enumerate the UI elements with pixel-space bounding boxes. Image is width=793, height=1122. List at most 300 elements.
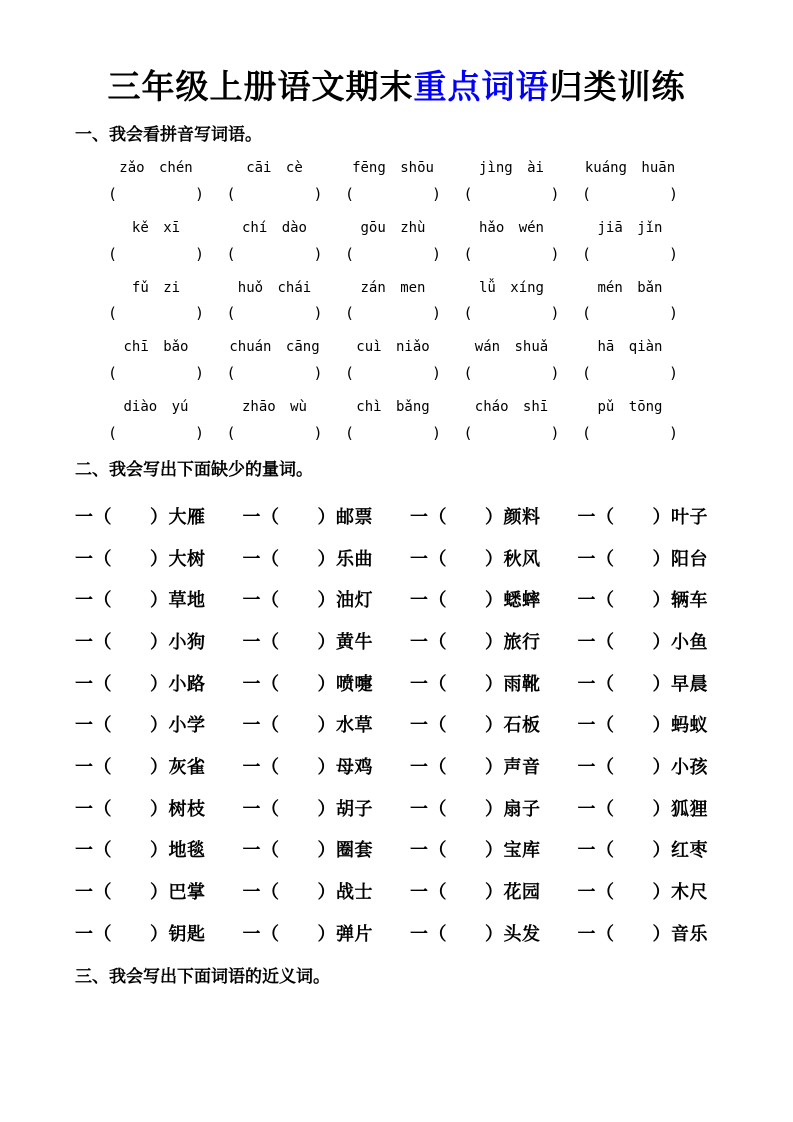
pinyin-item — [108, 160, 204, 203]
measure-suffix: ） — [652, 840, 671, 861]
open-paren: ( — [463, 424, 473, 443]
measure-suffix: ） — [485, 548, 504, 569]
pinyin-text: jìng ài — [478, 160, 544, 177]
measure-prefix: 一（ — [577, 715, 615, 736]
pinyin-text: chí dào — [241, 219, 307, 236]
pinyin-item — [345, 220, 441, 263]
measure-word-item — [578, 670, 746, 696]
measure-noun: 小学 — [168, 715, 206, 736]
pinyin-text: zán men — [360, 279, 426, 296]
pinyin-row — [108, 399, 678, 442]
measure-word-item — [243, 836, 411, 862]
pinyin-row — [108, 280, 678, 323]
measure-word-item — [243, 503, 411, 529]
measure-noun: 圈套 — [336, 840, 373, 861]
answer-blank-parens — [108, 304, 204, 322]
open-paren: ( — [582, 424, 592, 443]
open-paren: ( — [582, 244, 592, 263]
measure-noun: 宝库 — [503, 840, 541, 861]
measure-word-item — [243, 878, 411, 904]
measure-suffix: ） — [317, 757, 336, 778]
close-paren: ) — [550, 304, 560, 323]
measure-suffix: ） — [150, 590, 169, 611]
measure-suffix: ） — [652, 632, 671, 653]
measure-noun: 旅行 — [503, 632, 541, 653]
close-paren: ) — [431, 184, 441, 203]
answer-blank-parens — [582, 185, 678, 203]
measure-prefix: 一（ — [75, 757, 112, 778]
pinyin-item — [227, 339, 323, 382]
measure-word-item — [410, 545, 578, 571]
pinyin-row — [108, 220, 678, 263]
answer-blank-parens — [464, 304, 560, 322]
measure-word-item — [75, 586, 243, 612]
title-highlight: 重点词语 — [413, 68, 550, 105]
pinyin-item — [108, 399, 204, 442]
pinyin-item — [345, 160, 441, 203]
close-paren: ) — [550, 184, 560, 203]
measure-word-item — [243, 670, 411, 696]
measure-noun: 战士 — [336, 882, 373, 903]
pinyin-text: jiā jǐn — [597, 219, 663, 236]
measure-prefix: 一（ — [410, 548, 447, 569]
pinyin-text: zhāo wù — [241, 399, 307, 416]
measure-suffix: ） — [317, 673, 336, 694]
measure-suffix: ） — [485, 590, 504, 611]
measure-word-item — [75, 670, 243, 696]
measure-noun: 声音 — [503, 757, 541, 778]
open-paren: ( — [108, 304, 118, 323]
measure-suffix: ） — [317, 923, 336, 944]
measure-word-item — [578, 878, 746, 904]
title-suffix: 归类训练 — [549, 68, 686, 105]
measure-prefix: 一（ — [242, 548, 280, 569]
close-paren: ) — [668, 244, 678, 263]
answer-blank-parens — [345, 364, 441, 382]
measure-word-item — [578, 711, 746, 737]
measure-noun: 狐狸 — [671, 798, 708, 819]
close-paren: ) — [194, 244, 204, 263]
measure-prefix: 一（ — [242, 882, 280, 903]
section-3-heading: 三、我会写出下面词语的近义词。 — [75, 966, 330, 986]
close-paren: ) — [431, 244, 441, 263]
open-paren: ( — [463, 244, 473, 263]
measure-suffix: ） — [652, 757, 671, 778]
measure-noun: 小鱼 — [671, 632, 708, 653]
close-paren: ) — [194, 424, 204, 443]
measure-suffix: ） — [652, 590, 671, 611]
measure-prefix: 一（ — [577, 632, 615, 653]
pinyin-item — [582, 399, 678, 442]
measure-suffix: ） — [652, 715, 671, 736]
measure-prefix: 一（ — [577, 590, 615, 611]
measure-noun: 母鸡 — [336, 757, 373, 778]
close-paren: ) — [313, 244, 323, 263]
measure-word-item — [75, 503, 243, 529]
pinyin-text: fǔ zi — [131, 279, 181, 296]
measure-prefix: 一（ — [75, 632, 112, 653]
pinyin-text: hǎo wén — [478, 219, 544, 236]
measure-suffix: ） — [652, 673, 671, 694]
pinyin-item — [108, 220, 204, 263]
measure-noun: 钥匙 — [168, 923, 206, 944]
pinyin-item — [464, 339, 560, 382]
pinyin-text: chì bǎng — [356, 399, 430, 416]
measure-noun: 邮票 — [336, 506, 373, 527]
measure-prefix: 一（ — [242, 840, 280, 861]
pinyin-text: kuáng huān — [584, 160, 676, 177]
open-paren: ( — [582, 364, 592, 383]
close-paren: ) — [313, 184, 323, 203]
measure-noun: 木尺 — [671, 882, 708, 903]
measure-word-item — [410, 795, 578, 821]
measure-word-item — [243, 795, 411, 821]
measure-prefix: 一（ — [75, 673, 112, 694]
pinyin-text: cāi cè — [246, 160, 303, 177]
measure-suffix: ） — [485, 882, 504, 903]
measure-suffix: ） — [485, 757, 504, 778]
close-paren: ) — [550, 364, 560, 383]
measure-prefix: 一（ — [75, 840, 112, 861]
worksheet-content — [0, 124, 793, 988]
measure-word-item — [75, 753, 243, 779]
measure-suffix: ） — [150, 673, 169, 694]
open-paren: ( — [345, 304, 355, 323]
measure-suffix: ） — [150, 798, 169, 819]
answer-blank-parens — [345, 185, 441, 203]
pinyin-item — [227, 220, 323, 263]
pinyin-exercise — [108, 160, 678, 442]
answer-blank-parens — [108, 245, 204, 263]
open-paren: ( — [226, 424, 236, 443]
pinyin-text: mén bǎn — [597, 279, 663, 296]
close-paren: ) — [431, 304, 441, 323]
measure-word-item — [75, 836, 243, 862]
measure-noun: 水草 — [336, 715, 373, 736]
measure-noun: 颜料 — [503, 506, 541, 527]
pinyin-item — [345, 399, 441, 442]
measure-noun: 喷嚏 — [336, 673, 373, 694]
measure-word-item — [410, 670, 578, 696]
measure-noun: 早晨 — [671, 673, 708, 694]
answer-blank-parens — [464, 245, 560, 263]
measure-prefix: 一（ — [410, 632, 447, 653]
pinyin-text: pǔ tōng — [597, 399, 663, 416]
measure-prefix: 一（ — [242, 757, 280, 778]
close-paren: ) — [668, 304, 678, 323]
measure-suffix: ） — [317, 590, 336, 611]
measure-prefix: 一（ — [75, 923, 112, 944]
measure-prefix: 一（ — [577, 673, 615, 694]
measure-suffix: ） — [652, 923, 671, 944]
measure-noun: 花园 — [503, 882, 541, 903]
measure-word-item — [578, 586, 746, 612]
answer-blank-parens — [464, 364, 560, 382]
answer-blank-parens — [345, 245, 441, 263]
measure-noun: 油灯 — [336, 590, 373, 611]
measure-noun: 胡子 — [336, 798, 373, 819]
open-paren: ( — [226, 364, 236, 383]
pinyin-item — [227, 160, 323, 203]
measure-prefix: 一（ — [410, 923, 447, 944]
close-paren: ) — [194, 184, 204, 203]
measure-noun: 小路 — [168, 673, 206, 694]
measure-noun: 树枝 — [168, 798, 206, 819]
page-title — [0, 68, 793, 106]
open-paren: ( — [345, 424, 355, 443]
measure-suffix: ） — [317, 882, 336, 903]
measure-word-item — [410, 878, 578, 904]
answer-blank-parens — [108, 185, 204, 203]
pinyin-text: hā qiàn — [597, 339, 663, 356]
measure-word-item — [578, 545, 746, 571]
measure-noun: 灰雀 — [168, 757, 206, 778]
close-paren: ) — [313, 304, 323, 323]
pinyin-item — [345, 280, 441, 323]
measure-word-exercise — [75, 495, 745, 954]
measure-prefix: 一（ — [577, 506, 615, 527]
answer-blank-parens — [582, 245, 678, 263]
open-paren: ( — [345, 184, 355, 203]
measure-suffix: ） — [317, 506, 336, 527]
measure-word-item — [578, 920, 746, 946]
measure-suffix: ） — [150, 715, 169, 736]
pinyin-item — [582, 160, 678, 203]
close-paren: ) — [431, 424, 441, 443]
measure-prefix: 一（ — [75, 506, 112, 527]
answer-blank-parens — [227, 304, 323, 322]
pinyin-text: lǚ xíng — [478, 279, 544, 296]
pinyin-item — [464, 220, 560, 263]
measure-noun: 石板 — [503, 715, 541, 736]
measure-suffix: ） — [485, 798, 504, 819]
measure-noun: 头发 — [503, 923, 541, 944]
measure-noun: 大雁 — [168, 506, 206, 527]
measure-noun: 弹片 — [336, 923, 373, 944]
measure-prefix: 一（ — [410, 840, 447, 861]
measure-word-item — [243, 586, 411, 612]
pinyin-item — [464, 280, 560, 323]
measure-suffix: ） — [317, 798, 336, 819]
measure-prefix: 一（ — [75, 798, 112, 819]
answer-blank-parens — [227, 185, 323, 203]
measure-prefix: 一（ — [577, 840, 615, 861]
pinyin-item — [345, 339, 441, 382]
measure-word-item — [578, 795, 746, 821]
measure-suffix: ） — [485, 923, 504, 944]
pinyin-item — [108, 339, 204, 382]
measure-word-item — [410, 711, 578, 737]
measure-prefix: 一（ — [577, 548, 615, 569]
answer-blank-parens — [464, 185, 560, 203]
answer-blank-parens — [108, 364, 204, 382]
measure-noun: 雨靴 — [503, 673, 541, 694]
measure-word-item — [243, 711, 411, 737]
close-paren: ) — [550, 244, 560, 263]
answer-blank-parens — [227, 364, 323, 382]
open-paren: ( — [345, 244, 355, 263]
answer-blank-parens — [464, 424, 560, 442]
answer-blank-parens — [227, 424, 323, 442]
measure-word-item — [75, 711, 243, 737]
measure-prefix: 一（ — [242, 715, 280, 736]
measure-suffix: ） — [150, 632, 169, 653]
measure-suffix: ） — [485, 715, 504, 736]
open-paren: ( — [582, 184, 592, 203]
pinyin-item — [582, 339, 678, 382]
measure-suffix: ） — [652, 798, 671, 819]
pinyin-item — [582, 280, 678, 323]
open-paren: ( — [108, 184, 118, 203]
answer-blank-parens — [227, 245, 323, 263]
measure-suffix: ） — [150, 840, 169, 861]
measure-noun: 地毯 — [168, 840, 206, 861]
measure-noun: 蟋蟀 — [503, 590, 541, 611]
close-paren: ) — [668, 364, 678, 383]
pinyin-text: chī bǎo — [123, 339, 189, 356]
measure-prefix: 一（ — [577, 882, 615, 903]
measure-prefix: 一（ — [242, 506, 280, 527]
pinyin-row — [108, 160, 678, 203]
open-paren: ( — [226, 304, 236, 323]
measure-word-item — [243, 628, 411, 654]
pinyin-item — [227, 399, 323, 442]
measure-prefix: 一（ — [410, 673, 447, 694]
measure-word-item — [410, 836, 578, 862]
pinyin-text: kě xī — [131, 219, 181, 236]
measure-word-item — [75, 795, 243, 821]
measure-prefix: 一（ — [577, 923, 615, 944]
pinyin-item — [582, 220, 678, 263]
measure-suffix: ） — [150, 548, 169, 569]
answer-blank-parens — [345, 304, 441, 322]
measure-suffix: ） — [150, 757, 169, 778]
pinyin-item — [108, 280, 204, 323]
measure-word-item — [75, 545, 243, 571]
measure-noun: 辆车 — [671, 590, 708, 611]
measure-word-item — [75, 920, 243, 946]
measure-noun: 叶子 — [671, 506, 708, 527]
close-paren: ) — [431, 364, 441, 383]
measure-prefix: 一（ — [242, 798, 280, 819]
measure-suffix: ） — [652, 882, 671, 903]
pinyin-row — [108, 339, 678, 382]
section-1-heading: 一、我会看拼音写词语。 — [75, 124, 262, 144]
measure-noun: 巴掌 — [168, 882, 206, 903]
pinyin-item — [464, 399, 560, 442]
measure-noun: 大树 — [168, 548, 206, 569]
measure-prefix: 一（ — [242, 590, 280, 611]
measure-prefix: 一（ — [75, 548, 112, 569]
open-paren: ( — [108, 364, 118, 383]
measure-noun: 小狗 — [168, 632, 206, 653]
pinyin-text: wán shuǎ — [474, 339, 549, 356]
measure-prefix: 一（ — [242, 632, 280, 653]
pinyin-item — [227, 280, 323, 323]
measure-suffix: ） — [652, 548, 671, 569]
measure-suffix: ） — [317, 840, 336, 861]
measure-suffix: ） — [652, 506, 671, 527]
measure-word-item — [243, 545, 411, 571]
measure-suffix: ） — [317, 632, 336, 653]
open-paren: ( — [226, 244, 236, 263]
pinyin-text: gōu zhù — [360, 219, 426, 236]
pinyin-text: chuán cāng — [229, 339, 320, 356]
measure-noun: 黄牛 — [336, 632, 373, 653]
measure-noun: 小孩 — [671, 757, 708, 778]
open-paren: ( — [582, 304, 592, 323]
measure-suffix: ） — [150, 882, 169, 903]
section-2-heading: 二、我会写出下面缺少的量词。 — [75, 460, 313, 480]
measure-suffix: ） — [317, 715, 336, 736]
close-paren: ) — [194, 304, 204, 323]
open-paren: ( — [108, 424, 118, 443]
close-paren: ) — [313, 424, 323, 443]
answer-blank-parens — [108, 424, 204, 442]
pinyin-item — [464, 160, 560, 203]
measure-word-item — [75, 878, 243, 904]
measure-suffix: ） — [150, 506, 169, 527]
measure-suffix: ） — [485, 632, 504, 653]
measure-prefix: 一（ — [75, 882, 112, 903]
answer-blank-parens — [582, 424, 678, 442]
pinyin-text: diào yú — [123, 399, 189, 416]
measure-prefix: 一（ — [75, 715, 112, 736]
measure-word-item — [410, 586, 578, 612]
measure-word-item — [578, 503, 746, 529]
measure-suffix: ） — [485, 506, 504, 527]
measure-prefix: 一（ — [410, 882, 447, 903]
measure-word-item — [578, 836, 746, 862]
measure-prefix: 一（ — [577, 757, 615, 778]
measure-prefix: 一（ — [242, 673, 280, 694]
open-paren: ( — [463, 304, 473, 323]
measure-prefix: 一（ — [75, 590, 112, 611]
measure-noun: 阳台 — [671, 548, 708, 569]
pinyin-text: fēng shōu — [352, 160, 434, 177]
measure-suffix: ） — [317, 548, 336, 569]
measure-word-item — [410, 628, 578, 654]
answer-blank-parens — [345, 424, 441, 442]
measure-suffix: ） — [485, 840, 504, 861]
pinyin-text: cháo shī — [474, 399, 549, 416]
pinyin-text: zǎo chén — [119, 160, 193, 177]
measure-word-item — [410, 753, 578, 779]
measure-noun: 蚂蚁 — [671, 715, 708, 736]
pinyin-text: huǒ chái — [237, 279, 312, 296]
measure-suffix: ） — [150, 923, 169, 944]
measure-noun: 音乐 — [671, 923, 708, 944]
measure-prefix: 一（ — [242, 923, 280, 944]
measure-prefix: 一（ — [410, 798, 447, 819]
measure-prefix: 一（ — [577, 798, 615, 819]
measure-word-item — [243, 920, 411, 946]
measure-noun: 草地 — [168, 590, 206, 611]
close-paren: ) — [194, 364, 204, 383]
measure-prefix: 一（ — [410, 506, 447, 527]
measure-word-item — [410, 920, 578, 946]
close-paren: ) — [313, 364, 323, 383]
measure-word-item — [410, 503, 578, 529]
measure-prefix: 一（ — [410, 590, 447, 611]
measure-noun: 乐曲 — [336, 548, 373, 569]
open-paren: ( — [463, 184, 473, 203]
close-paren: ) — [668, 184, 678, 203]
open-paren: ( — [108, 244, 118, 263]
measure-prefix: 一（ — [410, 715, 447, 736]
measure-word-item — [243, 753, 411, 779]
close-paren: ) — [550, 424, 560, 443]
